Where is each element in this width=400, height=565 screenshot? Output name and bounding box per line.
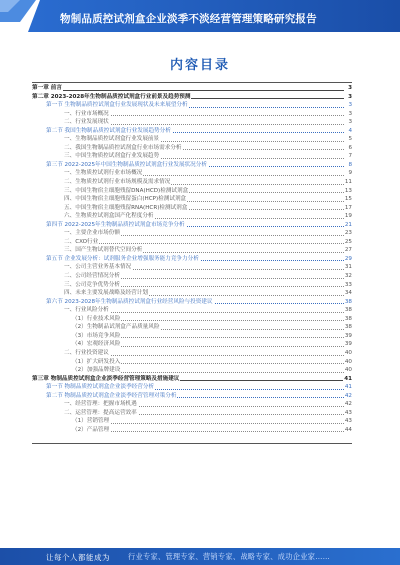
table-of-contents <box>32 84 352 434</box>
toc-entry-label: 五、中国生物宿主细胞残留RNA(HCR)检测试剂盒 <box>64 204 188 211</box>
toc-entry-page: 44 <box>344 426 352 433</box>
toc-entry-page: 32 <box>344 273 352 280</box>
toc-entry-page: 27 <box>344 247 352 254</box>
toc-entry-label: （2）产品管理 <box>72 426 110 433</box>
toc-entry[interactable] <box>32 375 352 384</box>
toc-entry-page: 41 <box>344 384 352 391</box>
toc-entry[interactable] <box>32 110 352 119</box>
toc-entry-label: 第一节 物制品质控试剂盒企业淡季经营分析 <box>46 384 155 391</box>
toc-entry-label: 第四节 2022-2025年生物制品质控试剂盒市场竞争分析 <box>46 221 185 228</box>
toc-entry-label: 第三节 2022-2025年中国生物制品质控试剂盒行业发展状况分析 <box>46 161 207 168</box>
toc-entry[interactable] <box>32 323 352 332</box>
toc-entry-label: 第三章 物制品质控试剂盒企业淡季经营管理策略及措施建议 <box>32 375 180 382</box>
toc-entry-page: 40 <box>344 367 352 374</box>
toc-entry-label: 四、中国生物宿主细胞残留蛋白(HCP)检测试剂盒 <box>64 196 187 203</box>
toc-entry[interactable] <box>32 246 352 255</box>
toc-entry-page: 40 <box>344 349 352 356</box>
toc-entry[interactable] <box>32 417 352 426</box>
title-banner <box>0 0 400 38</box>
toc-entry-label: 二、CXO行业 <box>64 238 99 245</box>
toc-entry-page: 25 <box>344 238 352 245</box>
toc-entry-page: 42 <box>344 392 352 399</box>
toc-entry-label: 一、公司主营业务基本情况 <box>64 264 132 271</box>
report-title: 物制品质控试剂盒企业淡季不淡经营管理策略研究报告 <box>60 13 317 25</box>
toc-entry[interactable] <box>32 84 352 93</box>
toc-entry-page: 17 <box>344 204 352 211</box>
toc-entry-page: 21 <box>344 221 352 228</box>
toc-entry[interactable] <box>32 93 352 102</box>
toc-entry-label: 第二节 我国生物制品质控试剂盒行业发展趋势分析 <box>46 127 171 134</box>
toc-entry-label: （3）市场竞争风险 <box>72 332 121 339</box>
toc-entry-label: 第一节 生物制品质控试剂盒行业发展现状及未来展望分析 <box>46 102 188 109</box>
footer-slogan: 让每个人都能成为 <box>46 553 110 562</box>
toc-entry-label: （1）行业技术风险 <box>72 315 121 322</box>
toc-heading: 内容目录 <box>169 58 230 73</box>
footer-tagline: 行业专家、管理专家、营销专家、战略专家、成功企业家…… <box>128 552 331 561</box>
toc-entry[interactable] <box>32 315 352 324</box>
toc-entry-label: 三、中国生物质控试剂盒行业发展趋势 <box>64 153 160 160</box>
toc-entry[interactable] <box>32 358 352 367</box>
toc-entry-label: （1）扩大研发投入 <box>72 358 121 365</box>
toc-entry-page: 8 <box>348 161 352 168</box>
toc-entry-page: 38 <box>344 315 352 322</box>
toc-entry-page: 29 <box>344 255 352 262</box>
toc-entry-label: 第五节 企业发展分析：试剂服务企业增强服务能力竞争力分析 <box>46 255 199 262</box>
toc-entry-label: （2）生物制品试剂盒产品质量风险 <box>72 324 160 331</box>
toc-entry-label: 三、国产生物试剂替代空间分析 <box>64 247 143 254</box>
toc-entry[interactable] <box>32 349 352 358</box>
toc-entry[interactable] <box>32 187 352 196</box>
toc-entry-page: 15 <box>344 196 352 203</box>
toc-entry-page: 39 <box>344 332 352 339</box>
toc-entry[interactable] <box>32 161 352 170</box>
toc-entry[interactable] <box>32 212 352 221</box>
toc-entry-label: 二、行业发展现状 <box>64 119 109 126</box>
toc-entry-page: 3 <box>348 110 352 117</box>
toc-entry[interactable] <box>32 409 352 418</box>
toc-entry-label: 一、经营管理：把握市场机遇 <box>64 401 137 408</box>
toc-entry-label: （4）宏观经济风险 <box>72 341 121 348</box>
toc-entry-label: 第六节 2023-2028年生物制品质控试剂盒行业经营风险与投资建议 <box>46 298 213 305</box>
toc-entry[interactable] <box>32 178 352 187</box>
toc-entry-label: 六、生物质控试剂盒国产化程度分析 <box>64 213 154 220</box>
toc-entry-page: 3 <box>348 119 352 126</box>
toc-entry-page: 33 <box>344 281 352 288</box>
toc-entry[interactable] <box>32 263 352 272</box>
toc-entry-page: 11 <box>344 179 352 186</box>
toc-entry[interactable] <box>32 400 352 409</box>
toc-entry[interactable] <box>32 289 352 298</box>
toc-entry-page: 38 <box>344 324 352 331</box>
dot-leader <box>32 90 344 91</box>
footer-banner <box>0 548 400 565</box>
toc-entry-page: 13 <box>344 187 352 194</box>
toc-entry[interactable] <box>32 281 352 290</box>
toc-entry-page: 3 <box>348 85 352 91</box>
toc-entry[interactable] <box>32 135 352 144</box>
toc-entry-page: 34 <box>344 290 352 297</box>
toc-entry[interactable] <box>32 366 352 375</box>
toc-entry-page: 4 <box>348 127 352 134</box>
toc-entry[interactable] <box>32 152 352 161</box>
toc-entry-label: 二、生物质控试剂行业市场规模及需求情况 <box>64 179 171 186</box>
toc-entry[interactable] <box>32 340 352 349</box>
toc-entry-page: 38 <box>344 307 352 314</box>
toc-entry-label: 一、生物制品质控试剂盒行业发展前景 <box>64 136 160 143</box>
dot-leader <box>64 243 344 244</box>
toc-entry-label: 第二节 物制品质控试剂盒企业淡季经营管理对策分析 <box>46 392 177 399</box>
toc-entry-page: 43 <box>344 418 352 425</box>
toc-bottom-rule <box>32 443 352 444</box>
toc-entry-label: （1）营销管理 <box>72 418 110 425</box>
toc-entry-page: 39 <box>344 341 352 348</box>
toc-entry-label: 第一章 前言 <box>32 85 62 91</box>
toc-entry-page: 40 <box>344 358 352 365</box>
toc-entry[interactable] <box>32 169 352 178</box>
toc-entry[interactable] <box>32 118 352 127</box>
toc-entry-page: 3 <box>348 102 352 109</box>
toc-entry[interactable] <box>32 204 352 213</box>
toc-entry-label: 四、未来主要发展战略及经营计划 <box>64 290 148 297</box>
toc-entry[interactable] <box>32 383 352 392</box>
toc-entry-label: 一、行业风险分析 <box>64 307 109 314</box>
toc-entry-label: （2）加强品牌建设 <box>72 367 121 374</box>
toc-entry-page: 3 <box>348 93 352 100</box>
toc-entry-label: 三、中国生物宿主细胞残留DNA(HCD)检测试剂盒 <box>64 187 189 194</box>
toc-entry-page: 41 <box>344 375 352 382</box>
toc-entry[interactable] <box>32 306 352 315</box>
toc-entry-page: 7 <box>348 153 352 160</box>
toc-entry[interactable] <box>32 221 352 230</box>
toc-entry-label: 三、公司竞争优势分析 <box>64 281 120 288</box>
toc-entry-label: 二、行业投资建议 <box>64 349 109 356</box>
toc-entry-page: 23 <box>344 230 352 237</box>
toc-entry-label: 一、行业市场概况 <box>64 110 109 117</box>
toc-entry-label: 一、主要企业市场份额 <box>64 230 120 237</box>
toc-entry[interactable] <box>32 195 352 204</box>
toc-entry[interactable] <box>32 332 352 341</box>
toc-entry-page: 43 <box>344 409 352 416</box>
toc-entry[interactable] <box>32 144 352 153</box>
toc-entry-page: 42 <box>344 401 352 408</box>
toc-entry[interactable] <box>32 392 352 401</box>
toc-entry-page: 38 <box>344 298 352 305</box>
toc-entry-label: 二、运营管理：提高运营效率 <box>64 409 137 416</box>
toc-entry-page: 6 <box>348 144 352 151</box>
toc-entry-label: 二、公司经营情况分析 <box>64 273 120 280</box>
toc-entry[interactable] <box>32 272 352 281</box>
toc-top-rule <box>32 82 352 83</box>
toc-entry[interactable] <box>32 426 352 435</box>
toc-entry[interactable] <box>32 238 352 247</box>
toc-entry-page: 19 <box>344 213 352 220</box>
toc-entry-label: 二、我国生物制品质控试剂盒行业市场需求分析 <box>64 144 182 151</box>
toc-entry[interactable] <box>32 255 352 264</box>
toc-entry[interactable] <box>32 101 352 110</box>
toc-entry-page: 31 <box>344 264 352 271</box>
dot-leader <box>72 423 344 424</box>
toc-entry[interactable] <box>32 229 352 238</box>
dot-leader <box>72 431 344 432</box>
toc-entry[interactable] <box>32 127 352 136</box>
toc-entry-page: 9 <box>348 170 352 177</box>
toc-entry-page: 5 <box>348 136 352 143</box>
toc-entry-label: 一、生物质控试剂行业市场概况 <box>64 170 143 177</box>
toc-entry[interactable] <box>32 298 352 307</box>
toc-entry-label: 第二章 2023-2028年生物制品质控试剂盒行业前景及趋势预测 <box>32 93 191 100</box>
